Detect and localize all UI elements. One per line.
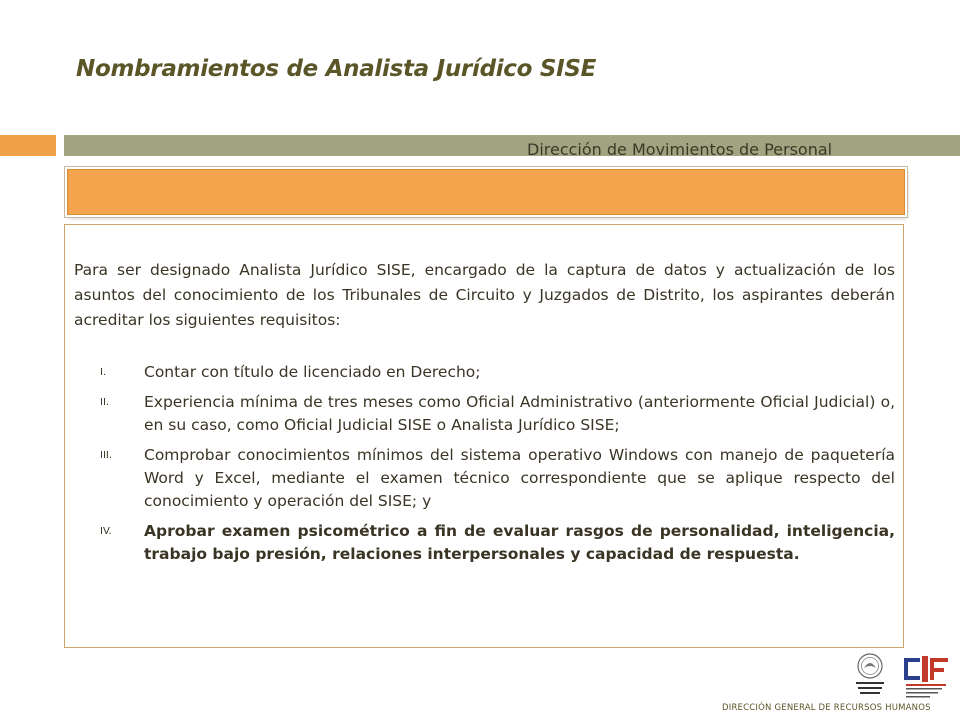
- item-text: Experiencia mínima de tres meses como Oficial Administrativo (anteriormente Oficial Judicial) o, en su caso, como Oficial Judicial SISE o Analista Jurídico SISE;: [144, 393, 895, 434]
- section-subtitle: Dirección de Movimientos de Personal: [527, 140, 833, 159]
- item-number: I.: [100, 367, 107, 378]
- list-item: [100, 444, 895, 513]
- cjf-logo: [898, 652, 954, 700]
- item-text: Contar con título de licenciado en Derecho;: [144, 363, 481, 381]
- item-number: IV.: [100, 526, 112, 537]
- accent-block: [0, 135, 56, 156]
- item-number: II.: [100, 397, 110, 408]
- list-item: [100, 361, 895, 384]
- item-text: Aprobar examen psicométrico a fin de evaluar rasgos de personalidad, inteligencia, trabajo bajo presión, relaciones interpersonales y capacidad de respuesta.: [144, 522, 895, 563]
- page-title: Nombramientos de Analista Jurídico SISE: [76, 56, 597, 82]
- pjf-seal-logo: [846, 650, 894, 698]
- requirements-list: [100, 361, 895, 573]
- item-number: III.: [100, 450, 113, 461]
- footer-text: DIRECCIÓN GENERAL DE RECURSOS HUMANOS: [722, 703, 931, 713]
- highlight-bar: [67, 169, 905, 215]
- list-item: [100, 391, 895, 437]
- intro-paragraph: Para ser designado Analista Jurídico SISE, encargado de la captura de datos y actualización de los asuntos del conocimiento de los Tribunales de Circuito y Juzgados de Distrito, los aspirantes deberán acreditar los siguientes requisitos:: [74, 261, 895, 329]
- item-text: Comprobar conocimientos mínimos del sistema operativo Windows con manejo de paquetería Word y Excel, mediante el examen técnico correspondiente que se aplique respecto del conocimiento y operación del SISE; y: [144, 446, 895, 510]
- list-item: [100, 520, 895, 566]
